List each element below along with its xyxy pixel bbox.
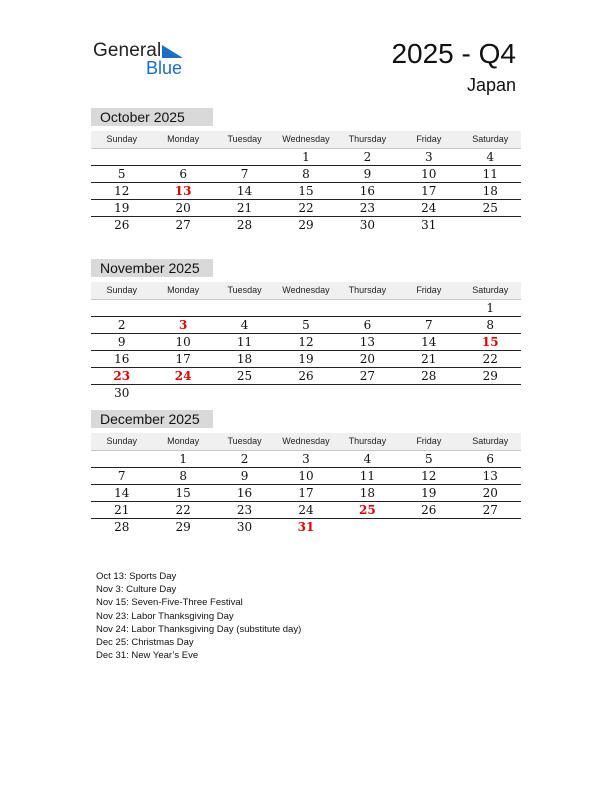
day-cell: 7 (240, 167, 249, 181)
day-cell: 17 (298, 486, 314, 500)
day-cell: 17 (175, 352, 191, 366)
weekday-label: Wednesday (282, 285, 330, 295)
month-november (91, 259, 521, 401)
day-cell: 20 (175, 201, 191, 215)
day-cell: 15 (481, 335, 499, 349)
day-cell: 2 (363, 150, 372, 164)
day-cell: 9 (240, 469, 249, 483)
day-cell: 21 (114, 503, 130, 517)
day-cell: 9 (117, 335, 126, 349)
weekday-label: Thursday (348, 285, 387, 295)
holiday-notes (96, 570, 301, 662)
day-cell: 24 (421, 201, 437, 215)
day-cell: 23 (359, 201, 376, 215)
day-cell: 9 (363, 167, 372, 181)
weekday-label: Monday (167, 436, 200, 446)
empty-day-cell (152, 385, 213, 401)
day-cell: 19 (421, 486, 437, 500)
empty-day-cell (460, 519, 521, 535)
logo-triangle-icon (162, 45, 184, 59)
day-cell: 1 (486, 301, 495, 315)
day-cell: 5 (425, 452, 433, 466)
day-cell: 11 (359, 469, 376, 483)
weekday-label: Monday (167, 285, 200, 295)
day-cell: 5 (117, 167, 126, 181)
day-cell: 3 (302, 452, 310, 466)
day-cell: 31 (297, 520, 315, 534)
day-cell: 4 (363, 452, 372, 466)
day-cell: 8 (179, 469, 187, 483)
day-cell: 15 (175, 486, 191, 500)
day-cell: 12 (421, 469, 437, 483)
empty-day-cell (214, 149, 275, 165)
empty-day-cell (398, 300, 459, 316)
day-cell: 25 (359, 503, 376, 517)
day-cell: 31 (421, 218, 437, 232)
day-cell: 28 (421, 369, 437, 383)
weekday-label: Thursday (348, 134, 387, 144)
day-cell: 7 (425, 318, 433, 332)
weekday-label: Saturday (472, 134, 509, 144)
day-cell: 20 (482, 486, 498, 500)
day-cell: 5 (302, 318, 310, 332)
weekday-label: Monday (167, 134, 200, 144)
day-cell: 22 (298, 201, 314, 215)
weekday-label: Friday (416, 134, 442, 144)
day-cell: 4 (486, 150, 495, 164)
day-cell: 26 (114, 218, 130, 232)
day-cell: 17 (421, 184, 437, 198)
logo-text-general: General (93, 40, 162, 61)
week-row (91, 149, 521, 166)
day-cell: 27 (175, 218, 191, 232)
weekday-label: Tuesday (227, 285, 262, 295)
empty-day-cell (275, 300, 336, 316)
week-row (91, 317, 521, 334)
month-name: November 2025 (91, 259, 213, 277)
week-row (91, 385, 521, 401)
month-december (91, 410, 521, 535)
holiday-note: Nov 3: Culture Day (96, 584, 177, 596)
day-cell: 14 (114, 486, 130, 500)
day-cell: 26 (298, 369, 314, 383)
day-cell: 24 (174, 369, 192, 383)
day-cell: 29 (482, 369, 498, 383)
day-cell: 6 (486, 452, 495, 466)
weekday-label: Saturday (472, 285, 509, 295)
weekday-label: Sunday (106, 134, 137, 144)
day-cell: 21 (236, 201, 253, 215)
weekday-label: Wednesday (282, 134, 330, 144)
day-cell: 12 (298, 335, 314, 349)
weekday-label: Wednesday (282, 436, 330, 446)
day-cell: 4 (240, 318, 249, 332)
weekday-label: Friday (416, 285, 442, 295)
day-cell: 7 (117, 469, 126, 483)
day-cell: 6 (179, 167, 187, 181)
day-cell: 30 (359, 218, 376, 232)
month-october (91, 108, 521, 233)
weekday-label: Saturday (472, 436, 509, 446)
week-row (91, 300, 521, 317)
weekday-label: Thursday (348, 436, 387, 446)
day-cell: 25 (236, 369, 253, 383)
day-cell: 10 (175, 335, 191, 349)
weekday-header (91, 433, 521, 451)
day-cell: 13 (359, 335, 376, 349)
month-name: December 2025 (91, 410, 213, 428)
week-row (91, 351, 521, 368)
day-cell: 2 (240, 452, 249, 466)
day-cell: 8 (486, 318, 495, 332)
empty-day-cell (152, 149, 213, 165)
day-cell: 28 (236, 218, 253, 232)
day-cell: 8 (302, 167, 310, 181)
day-cell: 24 (298, 503, 314, 517)
week-row (91, 200, 521, 217)
day-cell: 27 (482, 503, 498, 517)
day-cell: 11 (236, 335, 253, 349)
day-cell: 29 (175, 520, 191, 534)
week-row (91, 485, 521, 502)
day-cell: 6 (363, 318, 372, 332)
weekday-label: Friday (416, 436, 442, 446)
day-cell: 3 (178, 318, 188, 332)
day-cell: 26 (421, 503, 437, 517)
holiday-note: Nov 23: Labor Thanksgiving Day (96, 610, 234, 622)
day-cell: 22 (175, 503, 191, 517)
weekday-label: Tuesday (227, 436, 262, 446)
holiday-note: Oct 13: Sports Day (96, 571, 177, 582)
week-row (91, 519, 521, 535)
day-cell: 18 (359, 486, 376, 500)
day-cell: 10 (298, 469, 314, 483)
country-name: Japan (466, 75, 516, 95)
weekday-label: Tuesday (227, 134, 262, 144)
empty-day-cell (460, 385, 521, 401)
holiday-note: Nov 15: Seven-Five-Three Festival (96, 597, 243, 609)
day-cell: 16 (236, 486, 253, 500)
empty-day-cell (398, 385, 459, 401)
month-name: October 2025 (91, 108, 213, 126)
day-cell: 16 (114, 352, 130, 366)
week-row (91, 468, 521, 485)
day-cell: 25 (482, 201, 498, 215)
day-cell: 16 (359, 184, 376, 198)
day-cell: 1 (179, 452, 187, 466)
day-cell: 18 (236, 352, 253, 366)
day-cell: 23 (113, 369, 131, 383)
day-cell: 12 (114, 184, 130, 198)
day-cell: 29 (298, 218, 314, 232)
day-cell: 21 (421, 352, 437, 366)
empty-day-cell (91, 149, 152, 165)
day-cell: 28 (114, 520, 130, 534)
day-cell: 10 (421, 167, 437, 181)
empty-day-cell (337, 300, 398, 316)
weekday-label: Sunday (106, 436, 137, 446)
day-cell: 1 (302, 150, 310, 164)
day-cell: 30 (114, 386, 130, 400)
day-cell: 18 (482, 184, 498, 198)
week-row (91, 183, 521, 200)
empty-day-cell (91, 300, 152, 316)
week-row (91, 334, 521, 351)
day-cell: 14 (421, 335, 437, 349)
day-cell: 2 (117, 318, 126, 332)
weekday-label: Sunday (106, 285, 137, 295)
day-cell: 19 (114, 201, 130, 215)
page-title: 2025 - Q4 (391, 38, 516, 69)
logo-text-blue: Blue (146, 58, 183, 78)
empty-day-cell (460, 217, 521, 233)
empty-day-cell (152, 300, 213, 316)
weekday-header (91, 282, 521, 300)
day-cell: 15 (298, 184, 314, 198)
day-cell: 27 (359, 369, 376, 383)
holiday-note: Nov 24: Labor Thanksgiving Day (substitute day) (96, 623, 302, 635)
empty-day-cell (214, 300, 275, 316)
weekday-header (91, 131, 521, 149)
week-row (91, 166, 521, 183)
day-cell: 3 (425, 150, 433, 164)
day-cell: 14 (236, 184, 253, 198)
day-cell: 23 (236, 503, 253, 517)
day-cell: 13 (482, 469, 498, 483)
day-cell: 30 (236, 520, 253, 534)
holiday-note: Dec 31: New Year’s Eve (96, 650, 199, 662)
day-cell: 13 (174, 184, 192, 198)
empty-day-cell (275, 385, 336, 401)
empty-day-cell (91, 451, 152, 467)
empty-day-cell (337, 385, 398, 401)
day-cell: 11 (482, 167, 498, 181)
day-cell: 22 (482, 352, 498, 366)
week-row (91, 368, 521, 385)
week-row (91, 502, 521, 519)
day-cell: 20 (359, 352, 376, 366)
empty-day-cell (398, 519, 459, 535)
holiday-note: Dec 25: Christmas Day (96, 637, 194, 649)
generalblue-logo (93, 40, 193, 80)
week-row (91, 217, 521, 233)
empty-day-cell (214, 385, 275, 401)
empty-day-cell (337, 519, 398, 535)
day-cell: 19 (298, 352, 314, 366)
week-row (91, 451, 521, 468)
